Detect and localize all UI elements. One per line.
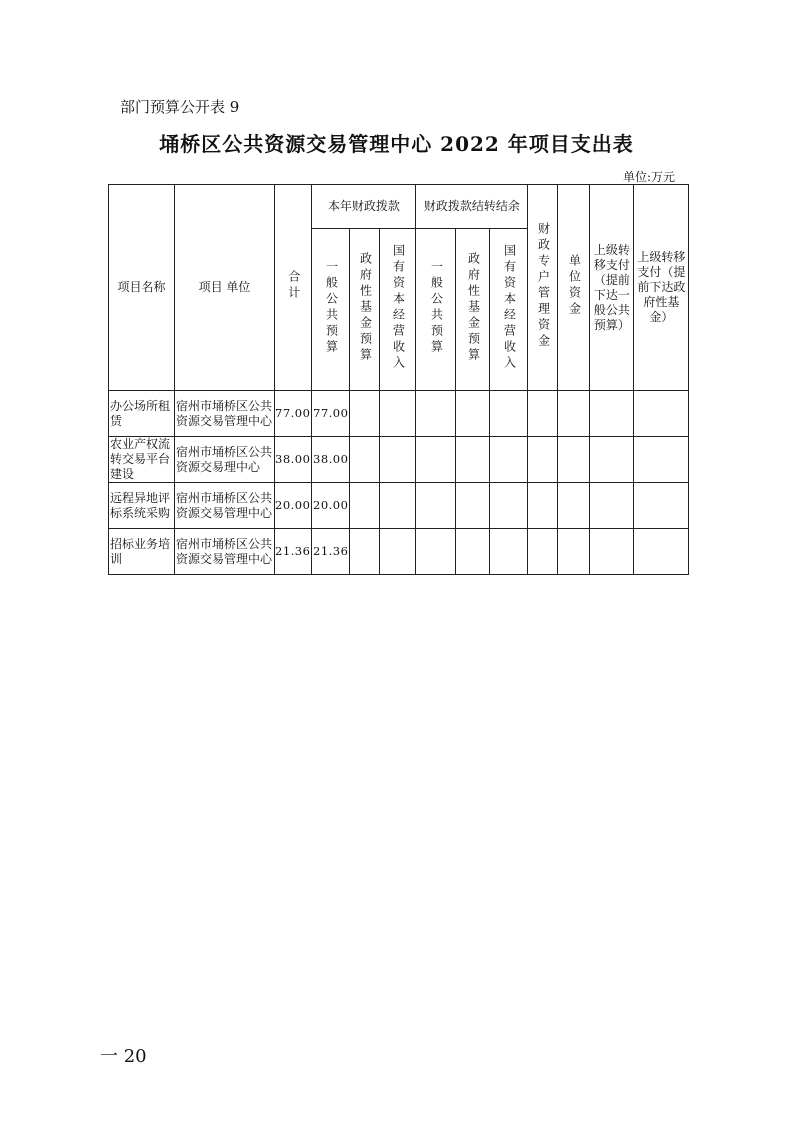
general-budget-cell: 38.00 xyxy=(312,437,350,483)
project-unit-cell: 宿州市埇桥区公共资源交易理中心 xyxy=(175,437,275,483)
total-cell: 21.36 xyxy=(275,529,312,575)
header-total: 合计 xyxy=(275,185,312,391)
header-carryover-group: 财政拨款结转结余 xyxy=(416,185,528,229)
header-transfer-gov: 上级转移支付（提前下达政府性基金） xyxy=(634,185,689,391)
header-general-budget: 一般公共预算 xyxy=(312,229,350,391)
table-row xyxy=(109,437,689,483)
header-current-year-group: 本年财政拨款 xyxy=(312,185,416,229)
general-budget-cell: 20.00 xyxy=(312,483,350,529)
header-unit-fund: 单位资金 xyxy=(558,185,590,391)
header-transfer-general: 上级转移支付（提前下达一般公共预算） xyxy=(590,185,634,391)
project-unit-cell: 宿州市埇桥区公共资源交易管理中心 xyxy=(175,391,275,437)
header-carry-state-capital: 国有资本经营收入 xyxy=(490,229,528,391)
table-row xyxy=(109,391,689,437)
total-cell: 20.00 xyxy=(275,483,312,529)
total-cell: 77.00 xyxy=(275,391,312,437)
header-carry-gov-fund: 政府性基金预算 xyxy=(456,229,490,391)
table-caption: 部门预算公开表 9 xyxy=(120,98,240,116)
header-project-name: 项目名称 xyxy=(109,185,175,391)
project-unit-cell: 宿州市埇桥区公共资源交易管理中心 xyxy=(175,529,275,575)
table-row xyxy=(109,529,689,575)
header-project-unit: 项目 单位 xyxy=(175,185,275,391)
header-state-capital: 国有资本经营收入 xyxy=(380,229,416,391)
project-unit-cell: 宿州市埇桥区公共资源交易管理中心 xyxy=(175,483,275,529)
project-name-cell: 农业产权流转交易平台建设 xyxy=(109,437,175,483)
unit-label: 单位:万元 xyxy=(622,170,675,184)
page-number: 一 20 xyxy=(100,1046,147,1067)
general-budget-cell: 21.36 xyxy=(312,529,350,575)
header-gov-fund: 政府性基金预算 xyxy=(350,229,380,391)
project-name-cell: 招标业务培训 xyxy=(109,529,175,575)
project-name-cell: 远程异地评标系统采购 xyxy=(109,483,175,529)
general-budget-cell: 77.00 xyxy=(312,391,350,437)
project-name-cell: 办公场所租赁 xyxy=(109,391,175,437)
table-row xyxy=(109,483,689,529)
header-special-fund: 财政专户管理资金 xyxy=(528,185,558,391)
total-cell: 38.00 xyxy=(275,437,312,483)
page-title: 埇桥区公共资源交易管理中心 2022 年项目支出表 xyxy=(159,132,634,156)
header-carry-general-budget: 一般公共预算 xyxy=(416,229,456,391)
project-expenditure-table xyxy=(108,184,689,575)
